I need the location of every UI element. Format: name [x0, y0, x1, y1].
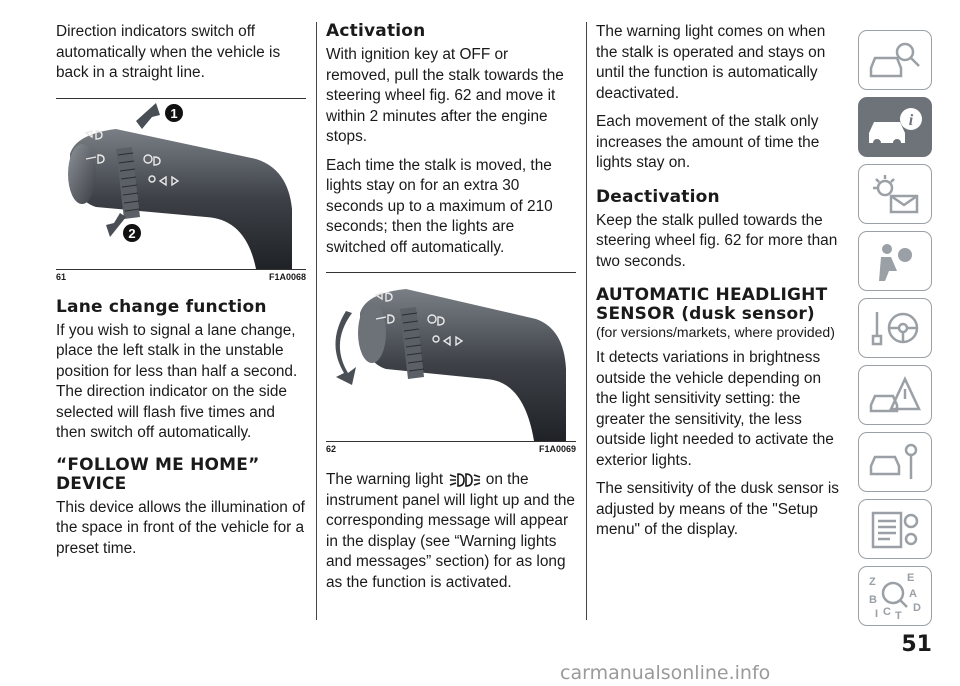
car-wrench-icon	[867, 440, 923, 484]
tab-technical-specifications[interactable]	[858, 499, 932, 559]
activation-paragraph-2: Each time the stalk is moved, the lights stay on for an extra 30 seconds up to a maximum of 210 seconds; then the lights are switched off automatically.	[326, 156, 553, 256]
index-letter: D	[913, 602, 921, 614]
activation-paragraph-1: With ignition key at OFF or removed, pull the stalk towards the steering wheel fig. 62 and move it within 2 minutes after the engine stops.	[326, 46, 564, 145]
tab-starting-driving[interactable]	[858, 298, 932, 358]
heading-automatic-headlight-sensor: AUTOMATIC HEADLIGHT SENSOR (dusk sensor)	[596, 285, 828, 324]
sensor-availability-note: (for versions/markets, where provided)	[596, 324, 835, 340]
page-number: 51	[901, 632, 932, 657]
svg-text:i: i	[908, 112, 914, 129]
column-divider-1	[316, 22, 317, 620]
index-letter: C	[883, 606, 891, 618]
alphabet-index-icon	[865, 571, 925, 621]
index-letter: E	[907, 572, 915, 584]
figure-number: 62	[326, 444, 337, 454]
light-paragraph-2: Each movement of the stalk only increases the amount of time the lights stay on.	[596, 113, 820, 171]
warning-light-envelope-icon	[867, 172, 923, 216]
tab-safety[interactable]	[858, 231, 932, 291]
deactivation-paragraph: Keep the stalk pulled towards the steering wheel fig. 62 for more than two seconds.	[596, 211, 838, 270]
car-search-icon	[867, 38, 923, 82]
tab-knowing-your-car[interactable]	[858, 30, 932, 90]
figure-61	[56, 98, 306, 282]
warning-light-text-b: on the instrument panel will light up and the corresponding message will appear in the display (see “Warning lights and messages” section) for as long as the function is activated.	[326, 471, 575, 591]
figure-code: F1A0068	[268, 271, 306, 282]
tab-servicing[interactable]	[858, 432, 932, 492]
heading-follow-me-home: “FOLLOW ME HOME” DEVICE	[56, 454, 260, 494]
column-2	[326, 22, 576, 601]
callout-2: 2	[128, 225, 136, 241]
index-letter: A	[909, 588, 917, 600]
watermark: carmanualsonline.info	[560, 662, 771, 684]
callout-1: 1	[170, 105, 178, 121]
column-divider-2	[586, 22, 587, 620]
sensor-paragraph-2: The sensitivity of the dusk sensor is adjusted by means of the "Setup menu" of the display.	[596, 480, 839, 538]
index-letter: T	[895, 610, 902, 621]
lane-change-paragraph: If you wish to signal a lane change, place the left stalk in the unstable position for less than half a second. The direction indicator on the side selected will flash five times and then switch off automatically.	[56, 321, 298, 441]
index-letter: Z	[869, 576, 876, 588]
figure-code: F1A0069	[538, 444, 576, 454]
follow-me-home-warning-icon	[448, 471, 482, 489]
follow-me-home-paragraph: This device allows the illumination of the space in front of the vehicle for a preset time.	[56, 498, 305, 557]
chapter-tab-sidebar	[858, 30, 934, 633]
stalk-illustration-61	[56, 99, 302, 269]
intro-paragraph: Direction indicators switch off automatically when the vehicle is back in a straight line.	[56, 23, 281, 81]
index-letter: I	[875, 608, 879, 620]
sensor-paragraph-1: It detects variations in brightness outside the vehicle depending on the light sensitivity setting: the greater the sensitivity, the less outside light needed to activate the exterior lights.	[596, 349, 834, 469]
light-paragraph-1: The warning light comes on when the stalk is operated and stays on until the function is automatically deactivated.	[596, 23, 826, 102]
column-3	[596, 22, 846, 549]
figure-number: 61	[56, 271, 67, 282]
warning-light-paragraph	[326, 470, 576, 593]
heading-deactivation: Deactivation	[596, 186, 720, 207]
steering-key-icon	[867, 306, 923, 350]
tab-index[interactable]	[858, 566, 932, 626]
warning-light-text-a: The warning light	[326, 471, 444, 488]
specs-gear-icon	[867, 507, 923, 551]
tab-warning-lights[interactable]	[858, 164, 932, 224]
tab-in-an-emergency[interactable]	[858, 365, 932, 425]
column-1	[56, 22, 306, 567]
heading-activation: Activation	[326, 21, 426, 41]
airbag-seat-icon	[867, 239, 923, 283]
figure-62	[326, 272, 576, 454]
car-info-icon	[865, 105, 925, 149]
tab-knowing-instrument-panel[interactable]	[858, 97, 932, 157]
car-warning-triangle-icon	[867, 373, 923, 417]
stalk-illustration-62	[326, 273, 572, 441]
index-letter: B	[869, 594, 877, 606]
heading-lane-change: Lane change function	[56, 296, 267, 317]
